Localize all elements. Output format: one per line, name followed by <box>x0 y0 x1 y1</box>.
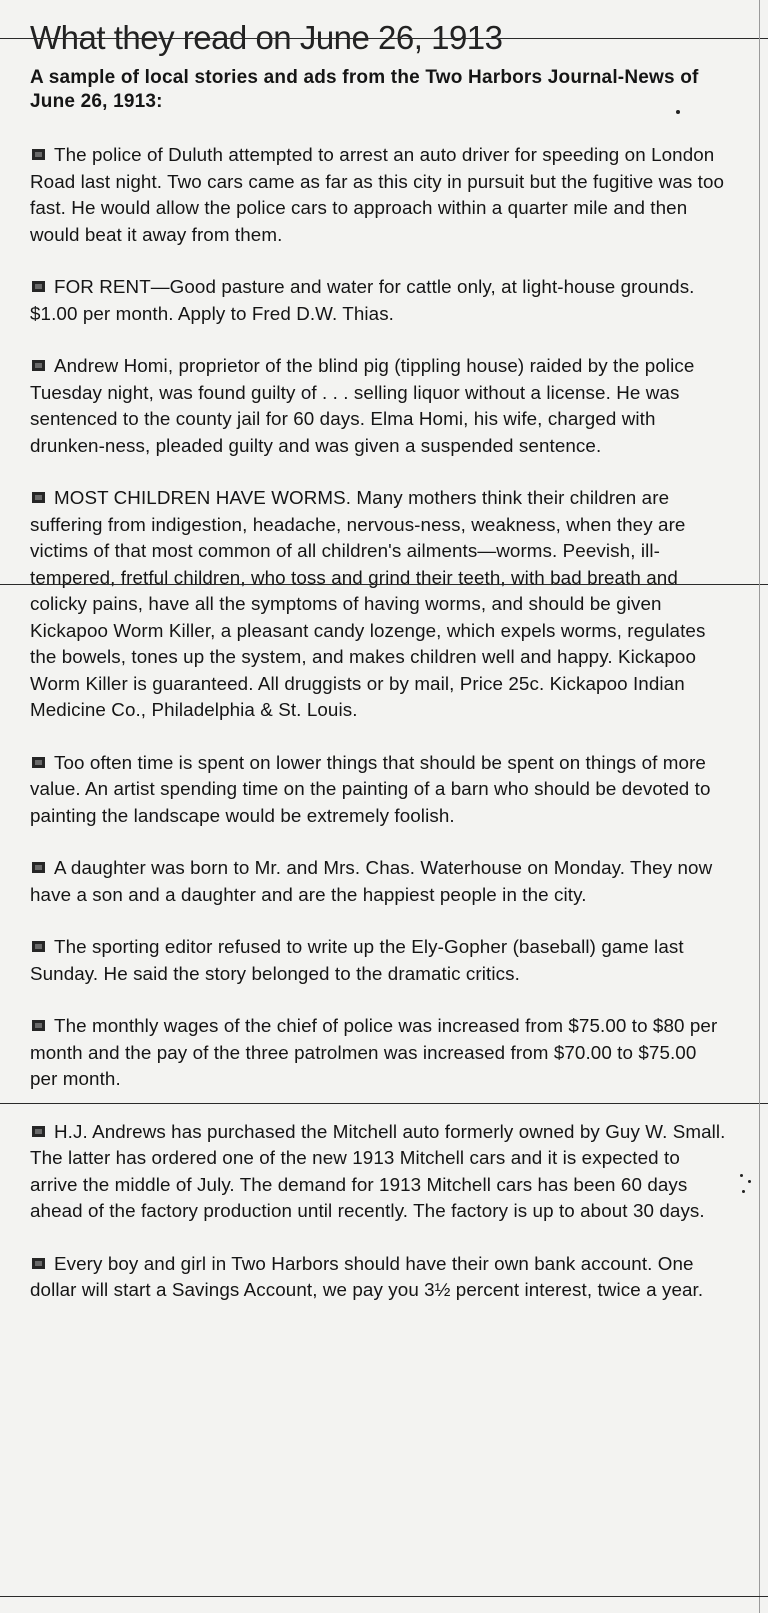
ink-speck <box>676 110 680 114</box>
intro-text: A sample of local stories and ads from the Two Harbors Journal-News of June 26, 1913: <box>30 67 699 112</box>
story-item <box>30 274 728 327</box>
story-text: Every boy and girl in Two Harbors should have their own bank account. One dollar will start a Savings Account, we pay you 3½ percent interest, twice a year. <box>30 1252 704 1300</box>
fold-crease-line <box>0 38 768 39</box>
ink-speck <box>748 1180 751 1183</box>
story-text: Andrew Homi, proprietor of the blind pig (tippling house) raided by the police Tuesday night, was found guilty of . . . selling liquor without a license. He was sentenced to the county jail for 60 days. Elma Homi, his wife, charged with drunken-ness, pleaded guilty and was given a suspended sentence. <box>30 355 695 456</box>
square-bullet-icon <box>32 492 45 503</box>
story-item <box>30 353 728 459</box>
story-text: H.J. Andrews has purchased the Mitchell auto formerly owned by Guy W. Small. The latter has ordered one of the new 1913 Mitchell cars and it is expected to arrive the middle of July. The demand for 1913 Mitchell cars has been 60 days ahead of the factory production until recently. The factory is up to about 30 days. <box>30 1120 726 1221</box>
clipping-edge <box>0 1596 768 1597</box>
story-item <box>30 1251 728 1304</box>
square-bullet-icon <box>32 149 45 160</box>
square-bullet-icon <box>32 862 45 873</box>
story-item <box>30 1119 728 1225</box>
story-text: FOR RENT—Good pasture and water for cattle only, at light-house grounds. $1.00 per month. Apply to Fred D.W. Thias. <box>30 276 695 324</box>
square-bullet-icon <box>32 1258 45 1269</box>
story-text: The monthly wages of the chief of police was increased from $75.00 to $80 per month and the pay of the three patrolmen was increased from $70.00 to $75.00 per month. <box>30 1015 718 1089</box>
story-text: Too often time is spent on lower things that should be spent on things of more value. An artist spending time on the painting of a barn who should be devoted to painting the landscape would be extremely foolish. <box>30 751 711 826</box>
ink-speck <box>742 1190 745 1193</box>
story-item <box>30 934 728 987</box>
square-bullet-icon <box>32 281 45 292</box>
story-item <box>30 142 728 248</box>
ink-speck <box>740 1174 743 1177</box>
square-bullet-icon <box>32 360 45 371</box>
clipping-edge <box>759 0 760 1613</box>
square-bullet-icon <box>32 757 45 768</box>
square-bullet-icon <box>32 1020 45 1031</box>
fold-crease-line <box>0 1103 768 1104</box>
story-text: The police of Duluth attempted to arrest an auto driver for speeding on London Road last night. Two cars came as far as this city in pursuit but the fugitive was too fast. He would allow the police cars to approach within a quarter mile and then would beat it away from them. <box>30 144 725 245</box>
square-bullet-icon <box>32 1126 45 1137</box>
story-item <box>30 855 728 908</box>
story-item <box>30 485 728 724</box>
story-text: MOST CHILDREN HAVE WORMS. Many mothers think their children are suffering from indigestion, headache, nervous-ness, weakness, when they are victims of that most common of all children's ailments—worms. Peevish, ill-tempered, fretful children, who toss and grind their teeth, with bad breath and colicky pains, have all the symptoms of having worms, and should be given Kickapoo Worm Killer, a pleasant candy lozenge, which expels worms, regulates the bowels, tones up the system, and makes children well and happy. Kickapoo Worm Killer is guaranteed. All druggists or by mail, Price 25c. Kickapoo Indian Medicine Co., Philadelphia & St. Louis. <box>30 487 706 720</box>
fold-crease-line <box>0 584 768 585</box>
story-item <box>30 750 728 830</box>
story-text: A daughter was born to Mr. and Mrs. Chas. Waterhouse on Monday. They now have a son and a daughter and are the happiest people in the city. <box>30 857 713 905</box>
square-bullet-icon <box>32 941 45 952</box>
story-item <box>30 1013 728 1093</box>
story-text: The sporting editor refused to write up the Ely-Gopher (baseball) game last Sunday. He said the story belonged to the dramatic critics. <box>30 936 684 984</box>
headline: What they read on June 26, 1913 <box>30 19 503 56</box>
